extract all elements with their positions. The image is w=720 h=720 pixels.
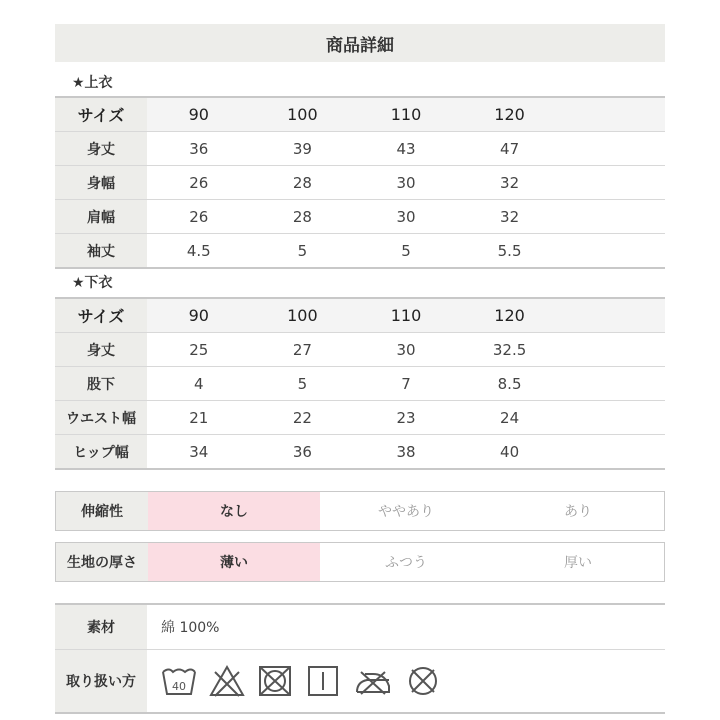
row-label: 袖丈 (55, 234, 147, 269)
size-header-cell: 110 (354, 298, 458, 333)
table-row (55, 200, 665, 234)
tops-section-label: ★上衣 (72, 75, 113, 91)
table-cell: 40 (458, 435, 562, 470)
thickness-option-thick: 厚い (564, 555, 592, 571)
size-header-cell: 90 (147, 298, 251, 333)
size-header-cell: 120 (458, 97, 562, 132)
no-bleach-icon (209, 664, 245, 698)
table-row (55, 333, 665, 367)
iron-low-icon (353, 664, 393, 698)
table-cell: 7 (354, 367, 458, 401)
row-label: 股下 (55, 367, 147, 401)
material-care-table (55, 603, 665, 714)
empty-cell (561, 97, 665, 132)
empty-cell (561, 234, 665, 269)
table-row (55, 166, 665, 200)
thickness-option-thin: 薄い (148, 543, 320, 581)
size-header-cell: 90 (147, 97, 251, 132)
empty-cell (561, 435, 665, 470)
table-cell: 8.5 (458, 367, 562, 401)
material-row (55, 604, 665, 650)
line-dry-icon (305, 664, 341, 698)
table-cell: 23 (354, 401, 458, 435)
empty-cell (561, 401, 665, 435)
table-row (55, 132, 665, 166)
size-header-cell: 100 (251, 97, 355, 132)
table-cell: 36 (147, 132, 251, 166)
table-cell: 21 (147, 401, 251, 435)
thickness-label: 生地の厚さ (56, 543, 148, 581)
table-cell: 4.5 (147, 234, 251, 269)
empty-cell (561, 333, 665, 367)
empty-cell (561, 166, 665, 200)
header-label: サイズ (55, 298, 147, 333)
thickness-scale (55, 542, 665, 582)
table-cell: 25 (147, 333, 251, 367)
table-cell: 30 (354, 333, 458, 367)
size-header-cell: 100 (251, 298, 355, 333)
table-cell: 22 (251, 401, 355, 435)
stretch-label: 伸縮性 (56, 492, 148, 530)
thickness-option-normal: ふつう (385, 555, 427, 571)
stretch-option-yes: あり (564, 504, 592, 520)
empty-cell (561, 367, 665, 401)
row-label: ヒップ幅 (55, 435, 147, 470)
wash-temp-text: 40 (172, 680, 186, 693)
table-cell: 38 (354, 435, 458, 470)
size-header-cell: 120 (458, 298, 562, 333)
bottoms-size-table (55, 297, 665, 470)
stretch-option-some: ややあり (378, 504, 434, 520)
empty-cell (561, 298, 665, 333)
table-cell: 5 (251, 234, 355, 269)
table-cell: 34 (147, 435, 251, 470)
table-row (55, 401, 665, 435)
table-cell: 39 (251, 132, 355, 166)
table-cell: 43 (354, 132, 458, 166)
table-cell: 47 (458, 132, 562, 166)
table-cell: 30 (354, 200, 458, 234)
table-cell: 5 (251, 367, 355, 401)
no-tumble-dry-icon (257, 664, 293, 698)
row-label: 身丈 (55, 132, 147, 166)
table-cell: 32 (458, 166, 562, 200)
table-cell: 28 (251, 166, 355, 200)
table-cell: 5.5 (458, 234, 562, 269)
table-cell: 27 (251, 333, 355, 367)
stretch-option-none: なし (148, 492, 320, 530)
row-label: 身幅 (55, 166, 147, 200)
care-icons-cell (147, 650, 665, 714)
table-row (55, 367, 665, 401)
table-cell: 24 (458, 401, 562, 435)
table-cell: 26 (147, 200, 251, 234)
table-cell: 32 (458, 200, 562, 234)
table-cell: 32.5 (458, 333, 562, 367)
empty-cell (561, 200, 665, 234)
table-row (55, 435, 665, 470)
stretch-scale (55, 491, 665, 531)
size-header-cell: 110 (354, 97, 458, 132)
empty-cell (561, 132, 665, 166)
no-dry-clean-icon (405, 664, 441, 698)
table-header-row (55, 298, 665, 333)
row-label: ウエスト幅 (55, 401, 147, 435)
bottoms-section-label: ★下衣 (72, 275, 113, 291)
table-cell: 5 (354, 234, 458, 269)
care-row (55, 650, 665, 714)
table-row (55, 234, 665, 269)
table-cell: 4 (147, 367, 251, 401)
row-label: 身丈 (55, 333, 147, 367)
table-cell: 30 (354, 166, 458, 200)
table-header-row (55, 97, 665, 132)
tops-size-table (55, 96, 665, 269)
header-label: サイズ (55, 97, 147, 132)
table-cell: 28 (251, 200, 355, 234)
table-cell: 26 (147, 166, 251, 200)
page-title: 商品詳細 (55, 24, 665, 62)
material-label: 素材 (55, 604, 147, 650)
material-value: 綿 100% (147, 604, 665, 650)
table-cell: 36 (251, 435, 355, 470)
wash-40-icon (161, 664, 197, 698)
row-label: 肩幅 (55, 200, 147, 234)
care-label: 取り扱い方 (55, 650, 147, 714)
